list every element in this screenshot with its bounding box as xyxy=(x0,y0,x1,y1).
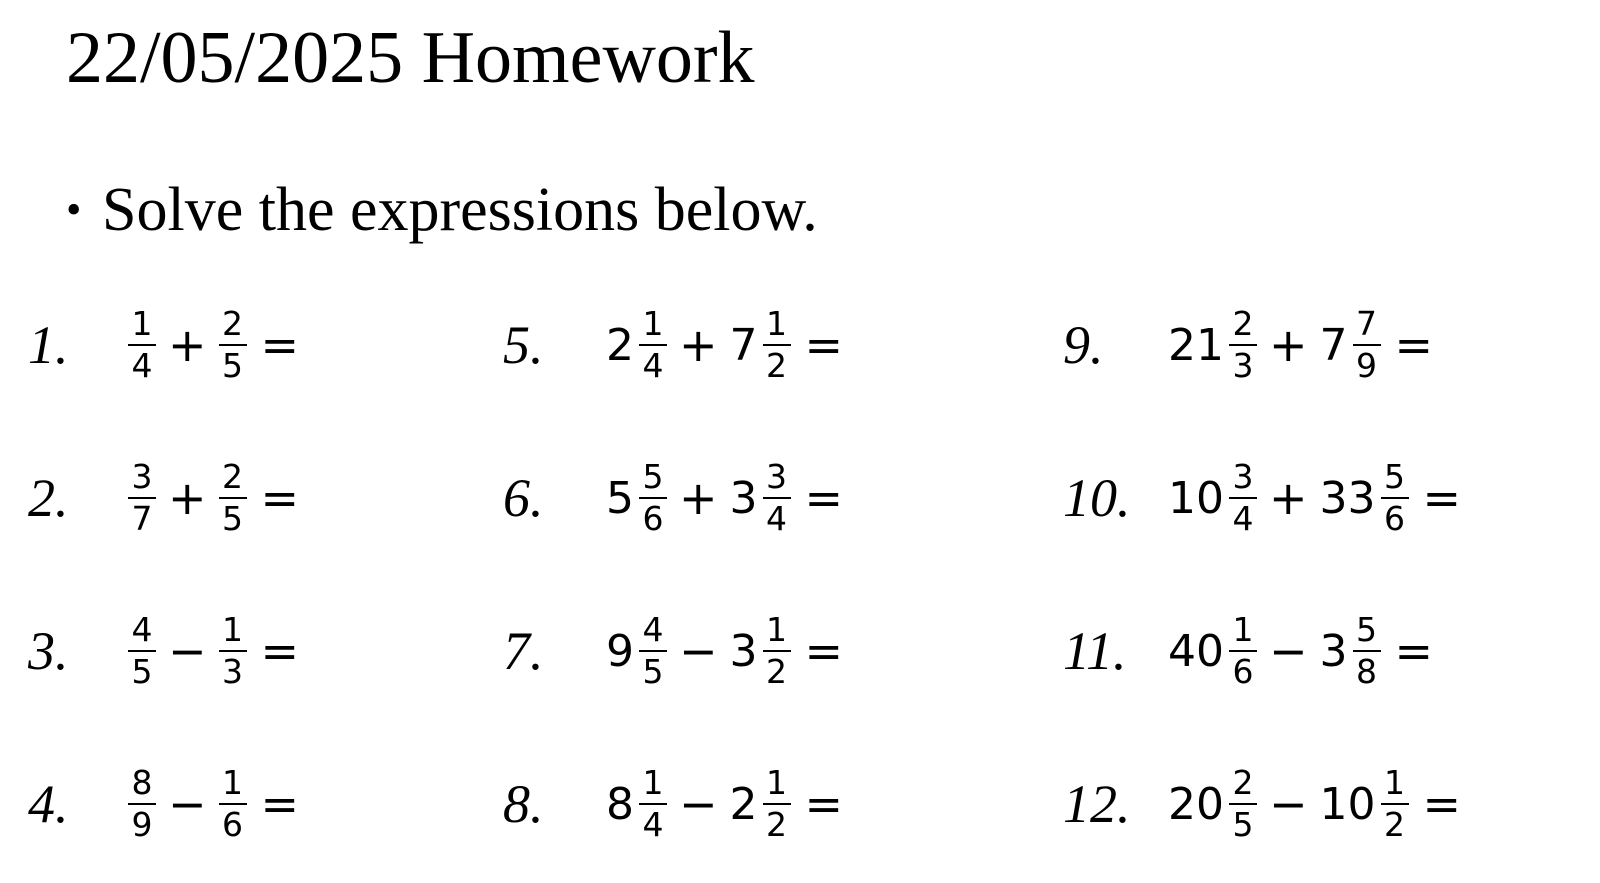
operator: − xyxy=(679,624,718,678)
expression xyxy=(128,443,299,553)
numerator: 1 xyxy=(1384,763,1406,802)
fraction xyxy=(1229,304,1257,386)
denominator: 5 xyxy=(219,497,247,539)
denominator: 2 xyxy=(763,344,791,386)
numerator: 1 xyxy=(766,763,788,802)
problem-number: 2. xyxy=(28,468,69,528)
expression xyxy=(128,290,299,400)
equals-sign: = xyxy=(804,318,844,372)
bullet-icon: • xyxy=(66,185,82,234)
whole-number: 10 xyxy=(1168,472,1224,524)
fraction xyxy=(763,763,791,845)
denominator: 2 xyxy=(763,803,791,845)
whole-number: 9 xyxy=(606,625,634,677)
numerator: 5 xyxy=(642,457,664,496)
equals-sign: = xyxy=(1422,777,1462,831)
fraction xyxy=(1353,610,1381,692)
problem-number: 10. xyxy=(1063,468,1131,528)
operator: + xyxy=(168,318,207,372)
numerator: 5 xyxy=(1356,610,1378,649)
whole-number: 2 xyxy=(729,778,758,830)
operator: + xyxy=(1269,318,1308,372)
denominator: 5 xyxy=(639,650,667,692)
fraction xyxy=(763,610,791,692)
fraction xyxy=(128,610,156,692)
fraction xyxy=(1229,610,1257,692)
fraction xyxy=(219,304,247,386)
fraction xyxy=(639,457,667,539)
numerator: 1 xyxy=(131,304,153,343)
equals-sign: = xyxy=(1422,471,1462,525)
denominator: 3 xyxy=(1229,344,1257,386)
operator: − xyxy=(679,777,718,831)
fraction xyxy=(1229,457,1257,539)
fraction xyxy=(128,304,156,386)
numerator: 1 xyxy=(222,763,244,802)
numerator: 1 xyxy=(766,610,788,649)
whole-number: 7 xyxy=(1319,319,1348,371)
equals-sign: = xyxy=(260,777,300,831)
fraction xyxy=(219,457,247,539)
equals-sign: = xyxy=(260,318,300,372)
fraction xyxy=(219,610,247,692)
denominator: 2 xyxy=(763,650,791,692)
expression xyxy=(128,749,299,859)
denominator: 5 xyxy=(1229,803,1257,845)
fraction xyxy=(639,610,667,692)
whole-number: 10 xyxy=(1319,778,1376,830)
fraction xyxy=(128,763,156,845)
fraction xyxy=(219,763,247,845)
expression xyxy=(1168,596,1433,706)
operator: + xyxy=(168,471,207,525)
problem-number: 1. xyxy=(28,315,69,375)
instruction-text: Solve the expressions below. xyxy=(102,176,818,244)
denominator: 6 xyxy=(1381,497,1409,539)
fraction xyxy=(128,457,156,539)
fraction xyxy=(763,304,791,386)
operator: + xyxy=(679,318,718,372)
operator: + xyxy=(679,471,718,525)
whole-number: 3 xyxy=(729,472,758,524)
expression xyxy=(606,749,843,859)
numerator: 1 xyxy=(1232,610,1254,649)
numerator: 3 xyxy=(131,457,153,496)
denominator: 4 xyxy=(639,344,667,386)
numerator: 2 xyxy=(1232,304,1254,343)
denominator: 4 xyxy=(763,497,791,539)
operator: + xyxy=(1269,471,1308,525)
whole-number: 3 xyxy=(1319,625,1348,677)
numerator: 3 xyxy=(1232,457,1254,496)
numerator: 1 xyxy=(642,763,664,802)
numerator: 7 xyxy=(1356,304,1378,343)
denominator: 6 xyxy=(639,497,667,539)
expression xyxy=(1168,749,1461,859)
problem-number: 9. xyxy=(1063,315,1104,375)
fraction xyxy=(763,457,791,539)
denominator: 7 xyxy=(128,497,156,539)
denominator: 6 xyxy=(219,803,247,845)
whole-number: 5 xyxy=(606,472,634,524)
numerator: 1 xyxy=(766,304,788,343)
whole-number: 7 xyxy=(729,319,758,371)
denominator: 5 xyxy=(128,650,156,692)
whole-number: 40 xyxy=(1168,625,1224,677)
numerator: 2 xyxy=(1232,763,1254,802)
expression xyxy=(1168,290,1433,400)
denominator: 8 xyxy=(1353,650,1381,692)
whole-number: 2 xyxy=(606,319,634,371)
instruction xyxy=(66,170,818,250)
denominator: 9 xyxy=(128,803,156,845)
problem-number: 12. xyxy=(1063,774,1131,834)
operator: − xyxy=(168,777,207,831)
denominator: 2 xyxy=(1381,803,1409,845)
problem-number: 3. xyxy=(28,621,69,681)
fraction xyxy=(1381,457,1409,539)
whole-number: 3 xyxy=(729,625,758,677)
numerator: 1 xyxy=(642,304,664,343)
denominator: 4 xyxy=(639,803,667,845)
expression xyxy=(606,443,843,553)
denominator: 5 xyxy=(219,344,247,386)
equals-sign: = xyxy=(1394,318,1434,372)
fraction xyxy=(1353,304,1381,386)
numerator: 2 xyxy=(222,304,244,343)
operator: − xyxy=(1269,624,1308,678)
problem-number: 8. xyxy=(503,774,544,834)
equals-sign: = xyxy=(260,624,300,678)
fraction xyxy=(639,304,667,386)
whole-number: 20 xyxy=(1168,778,1224,830)
expression xyxy=(606,290,843,400)
fraction xyxy=(1381,763,1409,845)
problem-number: 5. xyxy=(503,315,544,375)
equals-sign: = xyxy=(804,471,844,525)
problem-number: 4. xyxy=(28,774,69,834)
equals-sign: = xyxy=(804,777,844,831)
numerator: 8 xyxy=(131,763,153,802)
operator: − xyxy=(168,624,207,678)
problem-number: 6. xyxy=(503,468,544,528)
numerator: 4 xyxy=(642,610,664,649)
denominator: 6 xyxy=(1229,650,1257,692)
denominator: 4 xyxy=(128,344,156,386)
fraction xyxy=(639,763,667,845)
equals-sign: = xyxy=(804,624,844,678)
denominator: 4 xyxy=(1229,497,1257,539)
operator: − xyxy=(1269,777,1308,831)
whole-number: 21 xyxy=(1168,319,1224,371)
whole-number: 33 xyxy=(1319,472,1376,524)
numerator: 5 xyxy=(1384,457,1406,496)
whole-number: 8 xyxy=(606,778,634,830)
equals-sign: = xyxy=(260,471,300,525)
page-title: 22/05/2025 Homework xyxy=(66,17,755,99)
expression xyxy=(128,596,299,706)
equals-sign: = xyxy=(1394,624,1434,678)
problem-number: 11. xyxy=(1063,621,1127,681)
numerator: 2 xyxy=(222,457,244,496)
expression xyxy=(1168,443,1461,553)
expression xyxy=(606,596,843,706)
numerator: 4 xyxy=(131,610,153,649)
denominator: 9 xyxy=(1353,344,1381,386)
numerator: 1 xyxy=(222,610,244,649)
fraction xyxy=(1229,763,1257,845)
problem-number: 7. xyxy=(503,621,544,681)
denominator: 3 xyxy=(219,650,247,692)
numerator: 3 xyxy=(766,457,788,496)
